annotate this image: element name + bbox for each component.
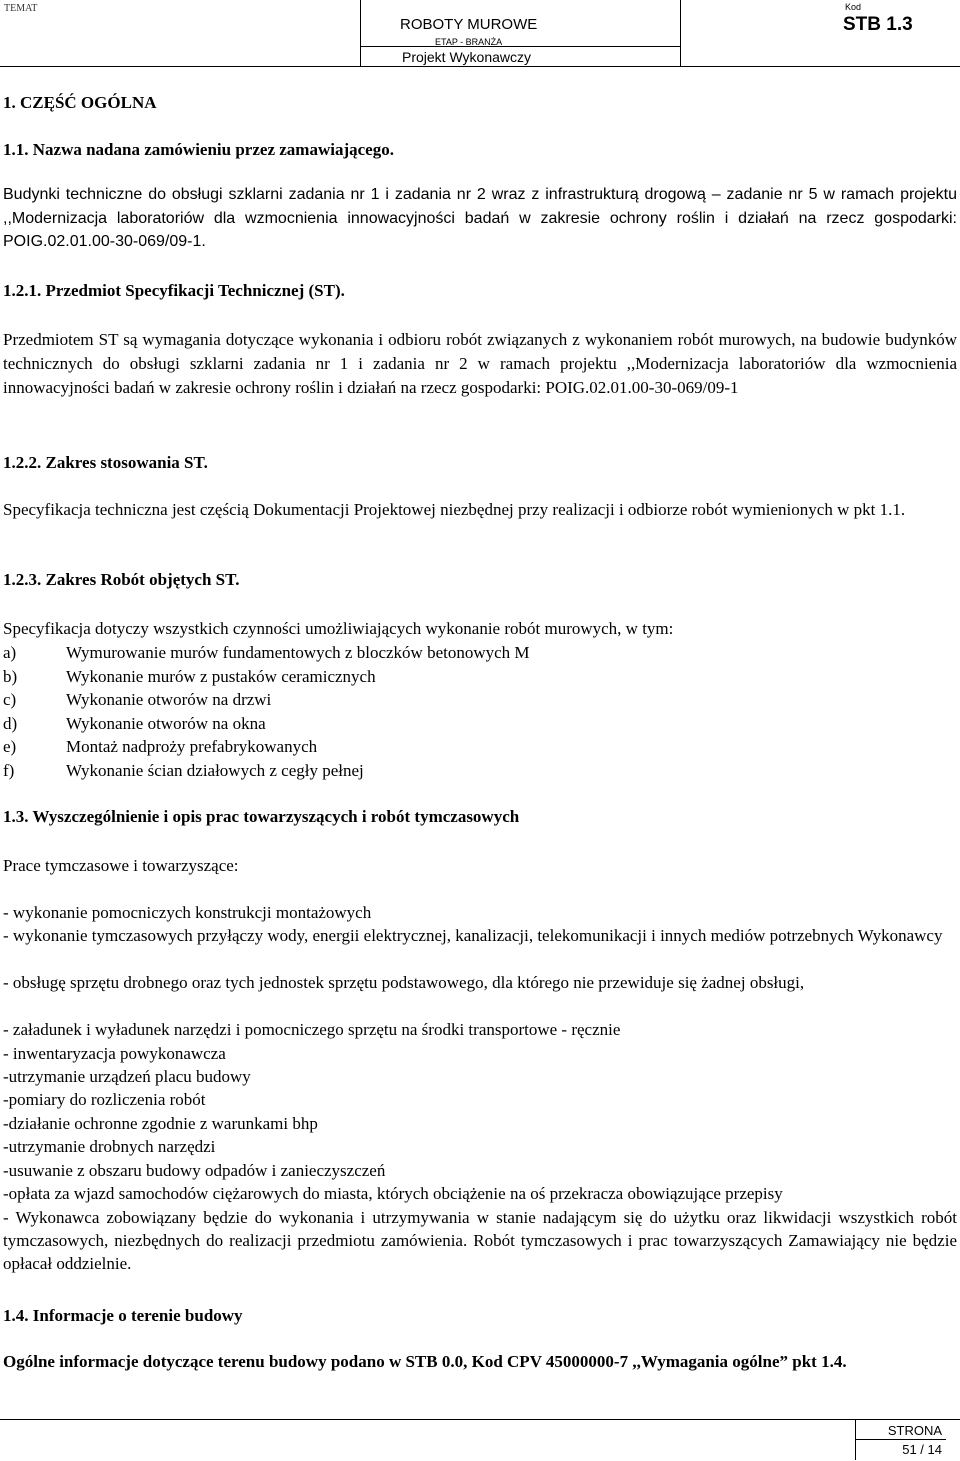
list-item: - wykonanie tymczasowych przyłączy wody, energii elektrycznej, kanalizacji, telekomunikacji i innych mediów potrzebnych Wykonawcy [3, 926, 943, 945]
list-item-letter: a) [3, 643, 17, 662]
list-item-text: Wykonanie otworów na okna [66, 713, 266, 733]
header-kod-cell [680, 0, 960, 66]
list-item-text: Wykonanie otworów na drzwi [66, 690, 272, 710]
list-item: -działanie ochronne zgodnie z warunkami bhp [3, 1114, 318, 1133]
list-item-letter: e) [3, 737, 17, 757]
etap-label: ETAP - BRANŻA [435, 37, 503, 47]
etap-value: Projekt Wykonawczy [402, 49, 532, 65]
page-number: 51 / 14 [902, 1442, 942, 1457]
section-1-2-1-body: Przedmiotem ST są wymagania dotyczące wykonania i odbioru robót związanych z wykonaniem robót murowych, na budowie budynków technicznych do obsługi szklarni zadania nr 1 i zadania nr 2 w ramach projektu ,,Modernizacja laboratoriów dla wzmocnienia innowacyjności badań w zakresie ochrony roślin i działań na rzecz gospodarki: POIG.02.01.00-30-069/09-1 [3, 330, 957, 397]
list-item: - inwentaryzacja powykonawcza [3, 1044, 226, 1063]
list-item [3, 641, 957, 665]
list-item [3, 735, 957, 759]
page-box [855, 1420, 946, 1460]
list-item: -utrzymanie drobnych narzędzi [3, 1137, 216, 1156]
list-item-letter: f) [3, 760, 15, 780]
list-item [3, 712, 957, 736]
document-footer [0, 1419, 960, 1461]
section-1-2-3-heading: 1.2.3. Zakres Robót objętych ST. [3, 570, 240, 589]
list-item: -opłata za wjazd samochodów ciężarowych do miasta, których obciążenie na oś przekracza obowiązujące przepisy [3, 1184, 783, 1203]
list-item-letter: b) [3, 666, 18, 686]
list-item: -usuwanie z obszaru budowy odpadów i zanieczyszczeń [3, 1161, 386, 1180]
document-header [0, 0, 960, 67]
kod-value: STB 1.3 [843, 14, 913, 35]
list-item-text: Wykonanie ścian działowych z cegły pełnej [66, 760, 364, 780]
document-title: ROBOTY MUROWE [400, 16, 538, 33]
list-item-letter: d) [3, 713, 18, 733]
section-1-1-heading: 1.1. Nazwa nadana zamówieniu przez zamawiającego. [3, 140, 394, 159]
list-item: -pomiary do rozliczenia robót [3, 1090, 206, 1109]
section-1-2-2-body: Specyfikacja techniczna jest częścią Dokumentacji Projektowej niezbędnej przy realizacji i odbiorze robót wymienionych w pkt 1.1. [3, 500, 906, 519]
section-1-4-body: Ogólne informacje dotyczące terenu budowy podano w STB 0.0, Kod CPV 45000000-7 ,,Wymagania ogólne” pkt 1.4. [3, 1352, 847, 1371]
list-item: -utrzymanie urządzeń placu budowy [3, 1067, 251, 1086]
header-title-row [360, 0, 680, 47]
section-1-4-heading: 1.4. Informacje o terenie budowy [3, 1306, 243, 1325]
divider [856, 1439, 946, 1440]
section-1-2-2-heading: 1.2.2. Zakres stosowania ST. [3, 453, 208, 472]
list-item: - załadunek i wyładunek narzędzi i pomocniczego sprzętu na środki transportowe - ręcznie [3, 1020, 621, 1039]
header-temat-cell [0, 0, 361, 66]
section-1-3-intro: Prace tymczasowe i towarzyszące: [3, 856, 239, 875]
list-item-text: Wykonanie murów z pustaków ceramicznych [66, 666, 376, 686]
scope-list [3, 641, 957, 783]
list-item-text: Montaż nadproży prefabrykowanych [66, 737, 318, 757]
section-1-2-1-heading: 1.2.1. Przedmiot Specyfikacji Technicznej (ST). [3, 281, 345, 300]
section-1-heading: 1. CZĘŚĆ OGÓLNA [3, 93, 157, 112]
section-1-1-body: Budynki techniczne do obsługi szklarni zadania nr 1 i zadania nr 2 wraz z infrastrukturą drogową – zadanie nr 5 w ramach projektu ,,Modernizacja laboratoriów dla wzmocnienia innowacyjności badań w zakresie ochrony roślin i działań na rzecz gospodarki: POIG.02.01.00-30-069/09-1. [3, 186, 957, 250]
header-title-cell [360, 0, 681, 66]
list-item [3, 688, 957, 712]
list-item-text: Wymurowanie murów fundamentowych z bloczków betonowych M [66, 643, 530, 662]
temat-label: TEMAT [4, 3, 38, 14]
strona-label: STRONA [887, 1423, 942, 1438]
section-1-2-3-intro: Specyfikacja dotyczy wszystkich czynności umożliwiających wykonanie robót murowych, w tym: [3, 619, 674, 638]
list-item: - obsługę sprzętu drobnego oraz tych jednostek sprzętu podstawowego, dla którego nie przewiduje się żadnej obsługi, [3, 973, 805, 992]
list-item-letter: c) [3, 690, 17, 710]
header-etap-row [360, 46, 680, 66]
kod-label: Kod [845, 2, 862, 12]
section-1-3-heading: 1.3. Wyszczególnienie i opis prac towarzyszących i robót tymczasowych [3, 807, 520, 826]
list-item: - wykonanie pomocniczych konstrukcji montażowych [3, 903, 372, 922]
list-item: - Wykonawca zobowiązany będzie do wykonania i utrzymywania w stanie nadającym się do użytku oraz likwidacji wszystkich robót tymczasowych, niezbędnych do realizacji przedmiotu zamówienia. Robót tymczasowych i prac towarzyszących Zamawiający nie będzie opłacał oddzielnie. [3, 1208, 957, 1273]
list-item [3, 665, 957, 689]
list-item [3, 759, 957, 783]
